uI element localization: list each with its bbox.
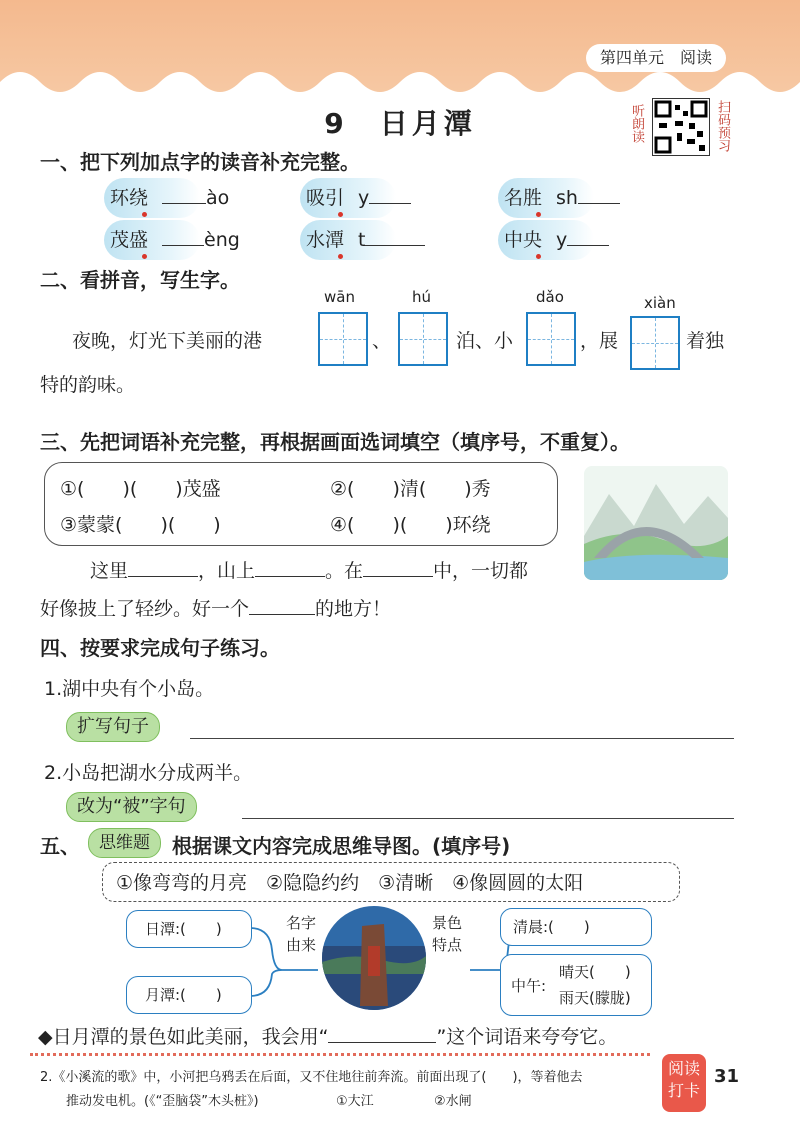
q4-item-2: 2.小岛把湖水分成两半。	[44, 762, 253, 784]
write-box-wan[interactable]	[318, 312, 368, 366]
scan-label: 扫码预习	[715, 100, 730, 152]
footer-option-1[interactable]: ①大江	[336, 1094, 374, 1109]
answer-line-1[interactable]	[190, 738, 734, 739]
page-number: 31	[714, 1066, 740, 1087]
q2-text-2: 、	[372, 330, 392, 352]
mindmap-yue-tan[interactable]: 月潭:( )	[126, 976, 252, 1014]
scenery-feature-1: 景色	[432, 914, 463, 932]
word-option-1[interactable]: ①( )( )茂盛	[60, 478, 221, 500]
pinyin-xian: xiàn	[644, 294, 676, 312]
unit-tag: 第四单元 阅读	[586, 44, 726, 72]
q2-text-5: 着独	[686, 330, 725, 352]
pinyin-hint: t	[358, 229, 366, 251]
emphasis-dot-icon	[142, 254, 147, 259]
answer-blank[interactable]	[578, 183, 620, 204]
thinking-tag: 思维题	[88, 828, 161, 858]
mindmap-morning[interactable]: 清晨:( )	[500, 908, 652, 946]
q5-heading: 根据课文内容完成思维导图。(填序号)	[172, 834, 511, 858]
q2-text-4: ，展	[580, 330, 619, 352]
emphasis-dot-icon	[536, 254, 541, 259]
q3-fill-sentence-1: 这里 ，山上 。在 中，一切都	[90, 556, 528, 583]
pinyin-dao: dǎo	[536, 288, 564, 306]
footer-question-line-2: 推动发电机。(《“歪脑袋”木头桩》)	[66, 1094, 259, 1109]
q1-item-4	[104, 220, 240, 260]
rainy-day: 雨天(朦胧)	[559, 989, 631, 1007]
word-option-3[interactable]: ③蒙蒙( )( )	[60, 514, 221, 536]
footer-question-line-1: 2.《小溪流的歌》中，小河把乌鸦丢在后面，又不住地往前奔流。前面出现了( )，等着他去	[40, 1070, 583, 1085]
answer-line-2[interactable]	[242, 818, 734, 819]
passive-sentence-tag: 改为“被”字句	[66, 792, 197, 822]
mindmap-options: ①像弯弯的月亮 ②隐隐约约 ③清晰 ④像圆圆的太阳	[116, 872, 584, 894]
scenery-illustration	[584, 466, 728, 580]
write-box-xian[interactable]	[630, 316, 680, 370]
q5-prefix: 五、	[40, 834, 80, 858]
q2-text-3: 泊、小	[456, 330, 514, 352]
footer-divider	[30, 1053, 650, 1056]
name-origin-1: 名字	[286, 914, 317, 932]
word: 吸引	[306, 187, 345, 209]
pinyin-hint: y	[556, 229, 568, 251]
pinyin-wan: wān	[324, 288, 355, 306]
answer-blank[interactable]	[162, 225, 204, 246]
emphasis-dot-icon	[536, 212, 541, 217]
q4-heading: 四、按要求完成句子练习。	[40, 636, 280, 660]
emphasis-dot-icon	[142, 212, 147, 217]
q2-heading: 二、看拼音，写生字。	[40, 268, 240, 292]
expand-sentence-tag: 扩写句子	[66, 712, 160, 742]
word-option-4[interactable]: ④( )( )环绕	[330, 514, 491, 536]
sun-moon-lake-photo	[322, 906, 426, 1010]
lesson-title: 9 日月潭	[324, 107, 476, 140]
footer-option-2[interactable]: ②水闸	[434, 1094, 472, 1109]
listen-label: 听朗读	[629, 104, 644, 143]
pinyin-hint: y	[358, 187, 370, 209]
emphasis-dot-icon	[338, 212, 343, 217]
pinyin-hu: hú	[412, 288, 432, 306]
badge-text-1: 阅读	[667, 1059, 700, 1078]
q1-item-6	[498, 220, 594, 260]
q1-item-1	[104, 178, 230, 218]
mindmap-ri-tan[interactable]: 日潭:( )	[126, 910, 252, 948]
answer-blank[interactable]	[249, 594, 315, 615]
pinyin-hint: ào	[206, 187, 230, 209]
q4-item-1: 1.湖中央有个小岛。	[44, 678, 215, 700]
write-box-dao[interactable]	[526, 312, 576, 366]
answer-blank[interactable]	[369, 183, 411, 204]
answer-blank[interactable]	[255, 556, 325, 577]
q3-fill-sentence-2: 好像披上了轻纱。好一个 的地方！	[40, 594, 391, 621]
pinyin-hint: sh	[556, 187, 578, 209]
q2-text-1: 夜晚，灯光下美丽的港	[72, 330, 263, 352]
sunny-day[interactable]: 晴天( )	[559, 963, 631, 981]
mindmap-noon-box	[500, 954, 652, 1016]
reading-checkin-badge[interactable]	[662, 1054, 706, 1112]
q1-item-3	[498, 178, 594, 218]
badge-text-2: 打卡	[667, 1081, 700, 1100]
emphasis-dot-icon	[338, 254, 343, 259]
q2-text-6: 特的韵味。	[40, 374, 136, 396]
q1-item-2	[300, 178, 396, 218]
q1-heading: 一、把下列加点字的读音补充完整。	[40, 150, 360, 174]
word: 茂盛	[110, 229, 149, 251]
word: 环绕	[110, 187, 149, 209]
qr-code-icon[interactable]	[652, 98, 710, 156]
closing-sentence: ◆日月潭的景色如此美丽，我会用“ ”这个词语来夸夸它。	[38, 1022, 617, 1049]
q1-item-5	[300, 220, 396, 260]
word: 中央	[504, 229, 543, 251]
name-origin-2: 由来	[286, 936, 317, 954]
word: 水潭	[306, 229, 345, 251]
q3-heading: 三、先把词语补充完整，再根据画面选词填空（填序号，不重复）。	[40, 430, 630, 454]
answer-blank[interactable]	[365, 225, 425, 246]
pinyin-hint: èng	[204, 229, 240, 251]
scenery-feature-2: 特点	[432, 936, 463, 954]
answer-blank[interactable]	[128, 556, 198, 577]
noon-label: 中午:	[511, 977, 547, 995]
write-box-hu[interactable]	[398, 312, 448, 366]
answer-blank[interactable]	[567, 225, 609, 246]
word-option-2[interactable]: ②( )清( )秀	[330, 478, 491, 500]
answer-blank[interactable]	[162, 183, 206, 204]
answer-blank[interactable]	[328, 1022, 436, 1043]
answer-blank[interactable]	[363, 556, 433, 577]
word: 名胜	[504, 187, 543, 209]
